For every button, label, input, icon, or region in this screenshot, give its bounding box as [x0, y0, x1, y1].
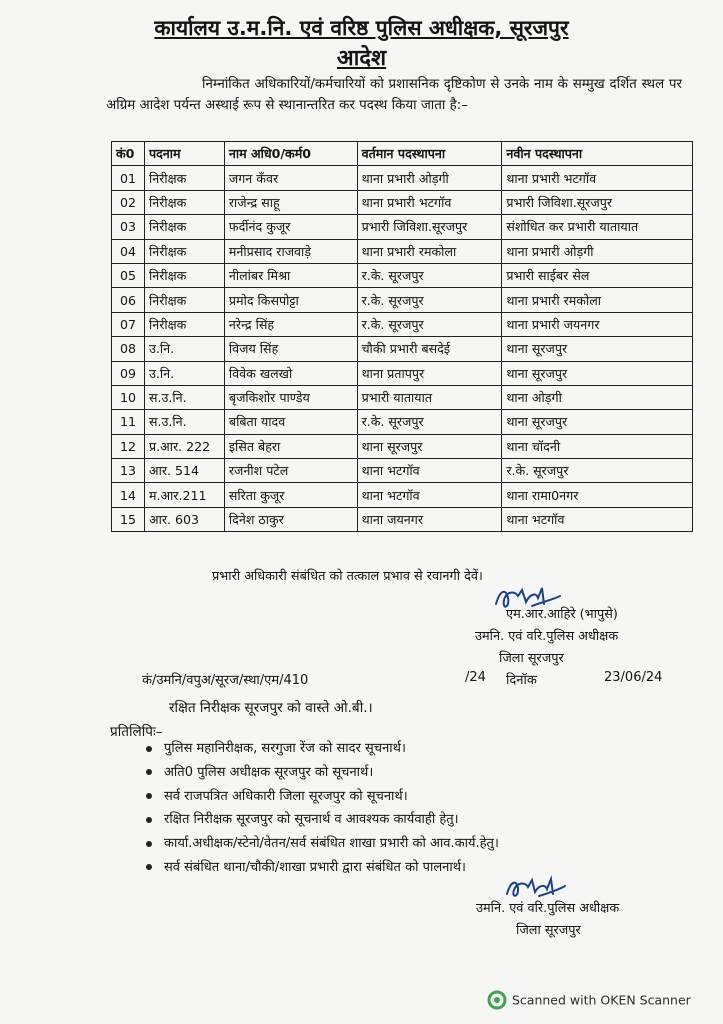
cell-current-posting: र.के. सूरजपुर: [357, 288, 502, 312]
transfer-table: [111, 141, 693, 532]
cell-current-posting: थाना प्रभारी रमकोला: [357, 239, 502, 263]
cell-designation: निरीक्षक: [144, 263, 224, 287]
reference-year: /24: [465, 670, 486, 685]
cell-name: फर्दीनंद कुजूर: [224, 215, 357, 239]
cell-serial: 07: [112, 312, 145, 336]
cell-designation: म.आर.211: [144, 483, 224, 507]
cell-current-posting: चौकी प्रभारी बसदेई: [357, 337, 502, 361]
copy-list: [146, 737, 499, 880]
cell-name: बबिता यादव: [224, 410, 357, 434]
table-row: [112, 215, 693, 239]
cell-new-posting: थाना प्रभारी जयनगर: [502, 312, 693, 336]
cell-current-posting: थाना भटगॉव: [357, 459, 502, 483]
scanner-text: Scanned with OKEN Scanner: [512, 992, 691, 1008]
cell-designation: निरीक्षक: [144, 288, 224, 312]
signature-block-2: [476, 898, 619, 942]
cell-name: दिनेश ठाकुर: [224, 507, 357, 531]
cell-serial: 13: [112, 459, 145, 483]
table-row: [112, 166, 693, 190]
intro-paragraph: निम्नांकित अधिकारियों/कर्मचारियों को प्रशासनिक दृष्टिकोण से उनके नाम के सम्मुख दर्शित स्थल पर अग्रिम आदेश पर्यन्त अस्थाई रूप से स्थानान्तरित कर पदस्थ किया जाता है:–: [106, 77, 682, 113]
cell-new-posting: प्रभारी साईबर सेल: [502, 263, 693, 287]
order-date: 23/06/24: [604, 670, 663, 685]
officer-designation: उमनि. एवं वरि.पुलिस अधीक्षक: [475, 629, 619, 644]
reference-line-2: रक्षित निरीक्षक सूरजपुर को वास्ते ओ.बी.।: [169, 700, 373, 716]
list-item: कार्या.अधीक्षक/स्टेनो/वेतन/सर्व संबंधित शाखा प्रभारी को आव.कार्य.हेतु।: [146, 832, 499, 856]
header-new-posting: नवीन पदस्थापना: [502, 142, 693, 166]
cell-new-posting: थाना प्रभारी भटगॉव: [502, 166, 693, 190]
table-row: [112, 361, 693, 385]
date-label: दिनॉक: [506, 673, 537, 688]
cell-name: बृजकिशोर पाण्डेय: [224, 385, 357, 409]
cell-designation: निरीक्षक: [144, 312, 224, 336]
cell-serial: 12: [112, 434, 145, 458]
list-item: रक्षित निरीक्षक सूरजपुर को सूचनार्थ व आवश्यक कार्यवाही हेतु।: [146, 808, 499, 832]
cell-new-posting: थाना रामा0नगर: [502, 483, 693, 507]
cell-designation: स.उ.नि.: [144, 385, 224, 409]
cell-designation: आर. 603: [144, 507, 224, 531]
oken-scanner-logo-icon: [487, 990, 507, 1010]
cell-new-posting: प्रभारी जिविशा.सूरजपुर: [502, 190, 693, 214]
table-row: [112, 288, 693, 312]
cell-serial: 01: [112, 166, 145, 190]
cell-name: इसित बेहरा: [224, 434, 357, 458]
cell-serial: 14: [112, 483, 145, 507]
cell-current-posting: थाना प्रतापपुर: [357, 361, 502, 385]
cell-name: नरेन्द्र सिंह: [224, 312, 357, 336]
cell-serial: 10: [112, 385, 145, 409]
cell-current-posting: र.के. सूरजपुर: [357, 263, 502, 287]
signature-block-1: [475, 604, 618, 670]
cell-designation: उ.नि.: [144, 337, 224, 361]
cell-current-posting: थाना सूरजपुर: [357, 434, 502, 458]
cell-current-posting: र.के. सूरजपुर: [357, 410, 502, 434]
cell-serial: 11: [112, 410, 145, 434]
table-row: [112, 239, 693, 263]
table-row: [112, 483, 693, 507]
order-heading: आदेश: [336, 46, 387, 71]
cell-new-posting: थाना प्रभारी रमकोला: [502, 288, 693, 312]
cell-designation: निरीक्षक: [144, 190, 224, 214]
cell-name: प्रमोद किसपोट्टा: [224, 288, 357, 312]
cell-new-posting: र.के. सूरजपुर: [502, 459, 693, 483]
officer-designation-2: उमनि. एवं वरि.पुलिस अधीक्षक: [476, 901, 620, 916]
table-row: [112, 190, 693, 214]
table-row: [112, 410, 693, 434]
instruction-note: प्रभारी अधिकारी संबंधित को तत्काल प्रभाव से रवानगी देवें।: [212, 569, 483, 584]
cell-serial: 15: [112, 507, 145, 531]
table-row: [112, 507, 693, 531]
cell-name: रजनीश पटेल: [224, 459, 357, 483]
table-row: [112, 459, 693, 483]
cell-current-posting: र.के. सूरजपुर: [357, 312, 502, 336]
copy-heading: प्रतिलिपिः–: [110, 724, 163, 740]
cell-new-posting: थाना सूरजपुर: [502, 337, 693, 361]
list-item: सर्व राजपत्रित अधिकारी जिला सूरजपुर को सूचनार्थ।: [146, 785, 499, 809]
cell-new-posting: थाना प्रभारी ओड़गी: [502, 239, 693, 263]
cell-designation: स.उ.नि.: [144, 410, 224, 434]
list-item: अति0 पुलिस अधीक्षक सूरजपुर को सूचनार्थ।: [146, 761, 499, 785]
list-item: सर्व संबंधित थाना/चौकी/शाखा प्रभारी द्वारा संबंधित को पालनार्थ।: [146, 856, 499, 880]
officer-district-2: जिला सूरजपुर: [516, 923, 581, 938]
cell-name: जगन कँवर: [224, 166, 357, 190]
list-item: पुलिस महानिरीक्षक, सरगुजा रेंज को सादर सूचनार्थ।: [146, 737, 499, 761]
cell-current-posting: थाना भटगॉव: [357, 483, 502, 507]
officer-district: जिला सूरजपुर: [499, 651, 564, 666]
cell-designation: आर. 514: [144, 459, 224, 483]
header-designation: पदनाम: [144, 142, 224, 166]
cell-name: राजेन्द्र साहू: [224, 190, 357, 214]
cell-serial: 08: [112, 337, 145, 361]
cell-serial: 04: [112, 239, 145, 263]
cell-name: सरिता कुजूर: [224, 483, 357, 507]
cell-designation: निरीक्षक: [144, 239, 224, 263]
cell-current-posting: प्रभारी जिविशा.सूरजपुर: [357, 215, 502, 239]
table-row: [112, 385, 693, 409]
cell-new-posting: थाना सूरजपुर: [502, 410, 693, 434]
cell-new-posting: थाना ओड़गी: [502, 385, 693, 409]
table-row: [112, 337, 693, 361]
cell-current-posting: प्रभारी यातायात: [357, 385, 502, 409]
cell-serial: 09: [112, 361, 145, 385]
table-header-row: [112, 142, 693, 166]
cell-new-posting: थाना चॉदनी: [502, 434, 693, 458]
reference-number: कं/उमनि/वपुअ/सूरज/स्था/एम/410: [142, 673, 309, 688]
cell-serial: 06: [112, 288, 145, 312]
table-row: [112, 434, 693, 458]
cell-name: नीलांबर मिश्रा: [224, 263, 357, 287]
cell-new-posting: थाना भटगॉव: [502, 507, 693, 531]
cell-serial: 02: [112, 190, 145, 214]
cell-name: विजय सिंह: [224, 337, 357, 361]
cell-designation: उ.नि.: [144, 361, 224, 385]
office-title: कार्यालय उ.म.नि. एवं वरिष्ठ पुलिस अधीक्षक, सूरजपुर: [154, 16, 569, 40]
scanner-watermark: [487, 990, 691, 1010]
table-row: [112, 263, 693, 287]
header-name: नाम अधि0/कर्म0: [224, 142, 357, 166]
cell-serial: 03: [112, 215, 145, 239]
cell-designation: निरीक्षक: [144, 215, 224, 239]
cell-designation: निरीक्षक: [144, 166, 224, 190]
cell-designation: प्र.आर. 222: [144, 434, 224, 458]
cell-current-posting: थाना जयनगर: [357, 507, 502, 531]
header-serial: कं0: [112, 142, 145, 166]
cell-current-posting: थाना प्रभारी भटगॉव: [357, 190, 502, 214]
cell-current-posting: थाना प्रभारी ओड़गी: [357, 166, 502, 190]
cell-new-posting: थाना सूरजपुर: [502, 361, 693, 385]
cell-name: विवेक खलखो: [224, 361, 357, 385]
table-row: [112, 312, 693, 336]
cell-name: मनीप्रसाद राजवाड़े: [224, 239, 357, 263]
header-current-posting: वर्तमान पदस्थापना: [357, 142, 502, 166]
cell-new-posting: संशोधित कर प्रभारी यातायात: [502, 215, 693, 239]
cell-serial: 05: [112, 263, 145, 287]
officer-name: एम.आर.आहिरे (भापुसे): [506, 607, 618, 622]
